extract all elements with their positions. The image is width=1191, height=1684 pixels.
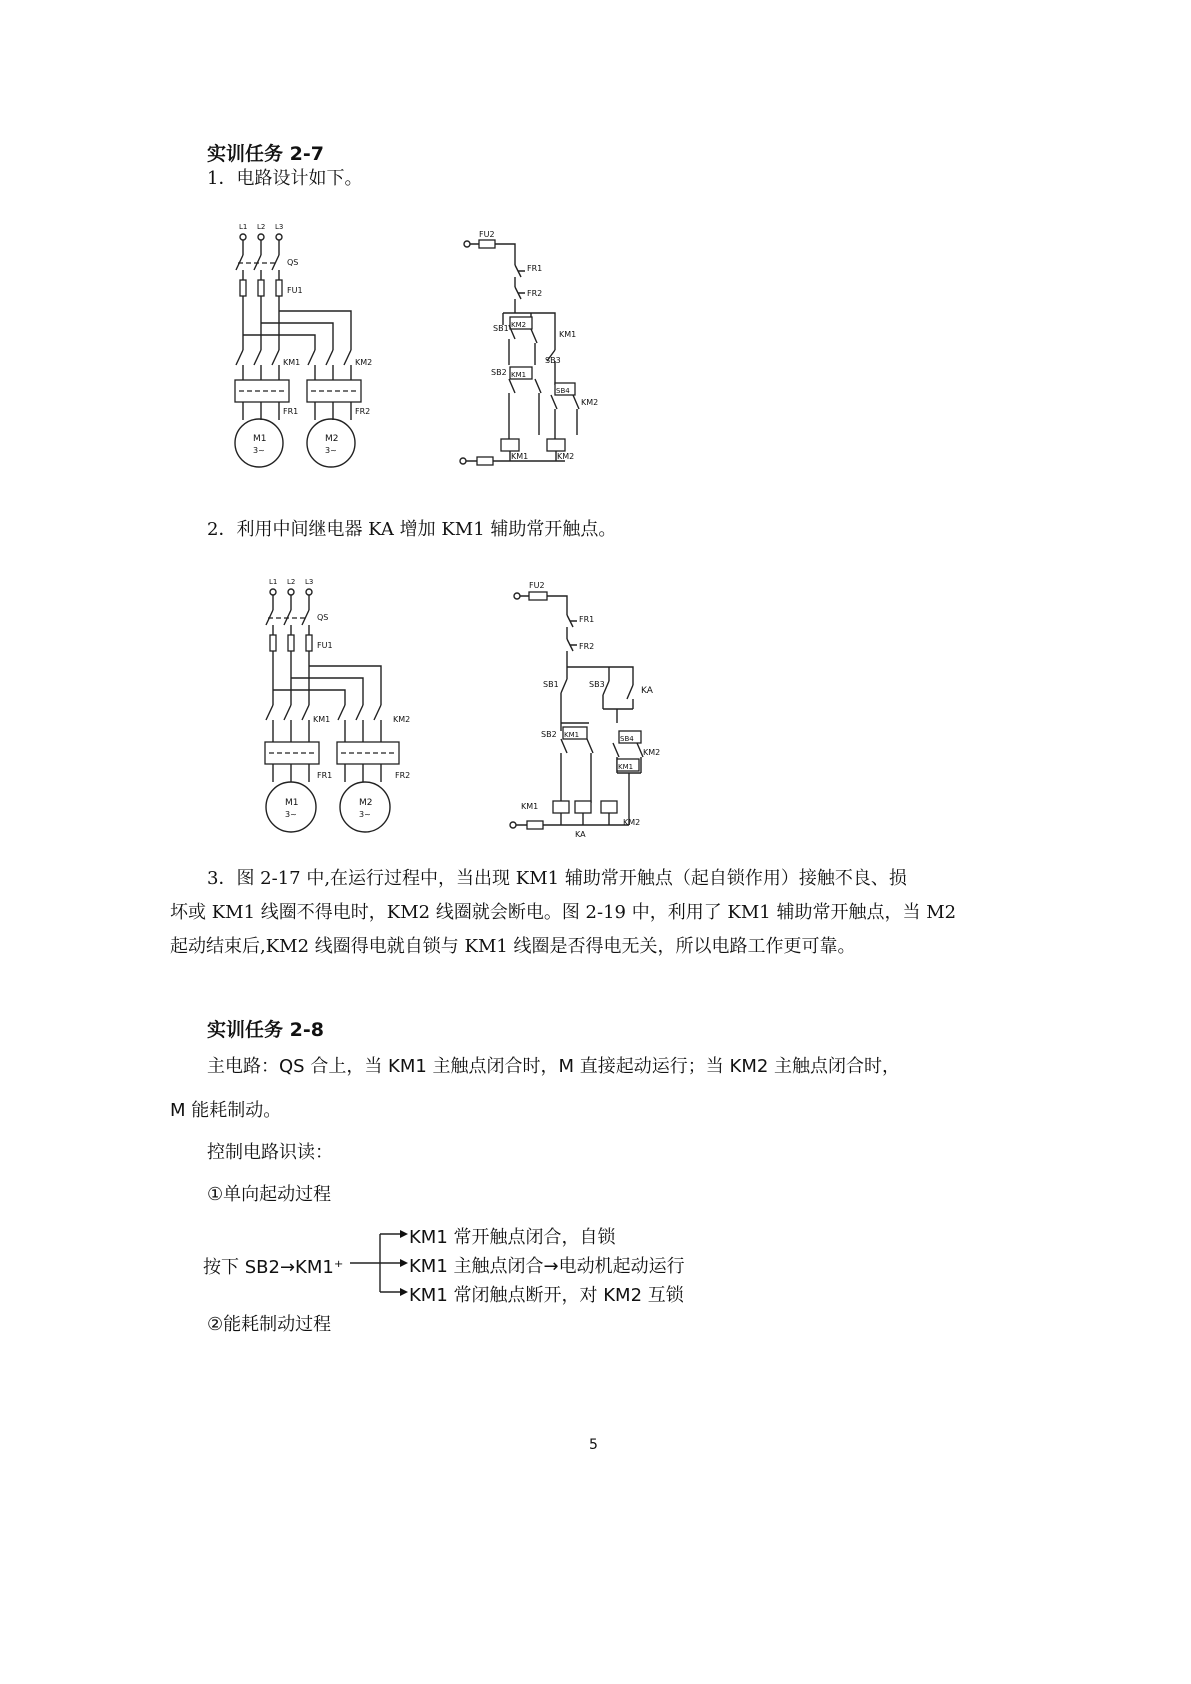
- step-2-heading: ②能耗制动过程: [207, 1314, 332, 1335]
- svg-text:3~: 3~: [325, 446, 337, 455]
- page-number: 5: [589, 1437, 598, 1453]
- svg-text:SB4: SB4: [620, 735, 634, 743]
- svg-text:FR1: FR1: [283, 407, 299, 416]
- svg-text:KM1: KM1: [283, 358, 301, 367]
- control-heading: 控制电路识读：: [207, 1142, 333, 1163]
- svg-text:FU1: FU1: [317, 641, 333, 650]
- svg-text:FR1: FR1: [527, 264, 543, 273]
- flow-result-3: KM1 常闭触点断开，对 KM2 互锁: [409, 1285, 684, 1306]
- figure-2-main-circuit: [255, 570, 425, 840]
- section-title-2-7: 实训任务 2-7: [207, 143, 324, 165]
- arrow-head-3: [400, 1288, 408, 1296]
- item-3-line-3: 起动结束后,KM2 线圈得电就自锁与 KM1 线圈是否得电无关，所以电路工作更可靠。: [170, 936, 856, 957]
- main-circuit-line-1: 主电路：QS 合上，当 KM1 主触点闭合时，M 直接起动运行；当 KM2 主触点闭合时，: [207, 1056, 901, 1077]
- svg-text:FR2: FR2: [355, 407, 371, 416]
- svg-text:L3: L3: [275, 223, 284, 231]
- svg-text:SB2: SB2: [491, 368, 507, 377]
- svg-text:SB1: SB1: [493, 324, 509, 333]
- svg-text:KM1: KM1: [313, 715, 331, 724]
- svg-text:FR1: FR1: [579, 615, 595, 624]
- svg-text:FU1: FU1: [287, 286, 303, 295]
- svg-text:M1: M1: [253, 434, 267, 444]
- svg-text:SB3: SB3: [589, 680, 605, 689]
- svg-text:KM2: KM2: [643, 748, 661, 757]
- svg-text:KM2: KM2: [355, 358, 373, 367]
- svg-text:KM2: KM2: [581, 398, 599, 407]
- svg-text:KM1: KM1: [564, 731, 580, 739]
- svg-text:SB2: SB2: [541, 730, 557, 739]
- figure-2-control-circuit: [505, 575, 685, 845]
- main-circuit-line-2: M 能耗制动。: [170, 1100, 282, 1121]
- svg-text:KM1: KM1: [618, 763, 634, 771]
- arrow-head-2: [400, 1259, 408, 1267]
- section-title-2-8: 实训任务 2-8: [207, 1019, 324, 1041]
- svg-text:L2: L2: [257, 223, 266, 231]
- svg-text:KA: KA: [641, 686, 653, 696]
- svg-text:L1: L1: [239, 223, 248, 231]
- svg-text:QS: QS: [287, 258, 299, 267]
- svg-text:M2: M2: [359, 798, 373, 808]
- svg-text:3~: 3~: [359, 810, 371, 819]
- svg-text:FR2: FR2: [527, 289, 543, 298]
- step-1-heading: ①单向起动过程: [207, 1184, 332, 1205]
- svg-text:SB3: SB3: [545, 356, 561, 365]
- flow-result-2: KM1 主触点闭合→电动机起动运行: [409, 1256, 685, 1277]
- svg-text:L3: L3: [305, 578, 314, 586]
- item-3-line-1: 3．图 2-17 中,在运行过程中，当出现 KM1 辅助常开触点（起自锁作用）接触不良、损: [207, 868, 907, 889]
- item-1-text: 1．电路设计如下。: [207, 168, 363, 189]
- svg-text:SB1: SB1: [543, 680, 559, 689]
- svg-text:KM1: KM1: [521, 802, 539, 811]
- svg-text:3~: 3~: [253, 446, 265, 455]
- svg-text:FU2: FU2: [479, 230, 495, 239]
- svg-text:FR2: FR2: [579, 642, 595, 651]
- svg-text:FU2: FU2: [529, 581, 545, 590]
- svg-text:KM2: KM2: [393, 715, 411, 724]
- svg-text:L2: L2: [287, 578, 296, 586]
- figure-1-control-circuit: [455, 225, 615, 475]
- item-3-line-2: 坏或 KM1 线圈不得电时，KM2 线圈就会断电。图 2-19 中，利用了 KM1 辅助常开触点，当 M2: [170, 902, 957, 923]
- svg-text:KM1: KM1: [511, 371, 527, 379]
- svg-text:KM2: KM2: [623, 818, 641, 827]
- svg-text:KM2: KM2: [511, 321, 527, 329]
- svg-text:QS: QS: [317, 613, 329, 622]
- flow-source: 按下 SB2→KM1⁺: [203, 1257, 344, 1278]
- svg-text:FR1: FR1: [317, 771, 333, 780]
- svg-text:SB4: SB4: [556, 387, 570, 395]
- svg-text:M2: M2: [325, 434, 339, 444]
- svg-text:FR2: FR2: [395, 771, 411, 780]
- svg-text:KA: KA: [575, 830, 586, 839]
- svg-text:M1: M1: [285, 798, 299, 808]
- flow-result-1: KM1 常开触点闭合，自锁: [409, 1227, 616, 1248]
- figure-1-main-circuit: [225, 215, 395, 475]
- svg-text:3~: 3~: [285, 810, 297, 819]
- svg-text:KM1: KM1: [511, 452, 529, 461]
- svg-text:L1: L1: [269, 578, 278, 586]
- svg-text:KM2: KM2: [557, 452, 575, 461]
- flow-arrows: [350, 1222, 410, 1304]
- arrow-head-1: [400, 1230, 408, 1238]
- svg-text:KM1: KM1: [559, 330, 577, 339]
- item-2-text: 2．利用中间继电器 KA 增加 KM1 辅助常开触点。: [207, 519, 617, 540]
